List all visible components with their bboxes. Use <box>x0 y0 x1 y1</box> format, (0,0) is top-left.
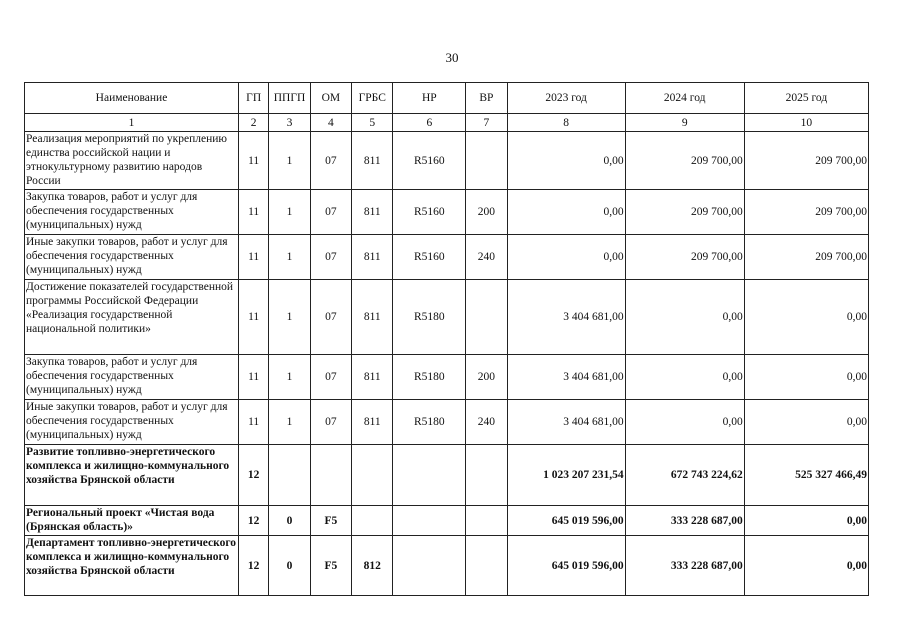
column-number: 3 <box>269 114 310 132</box>
cell-2023: 0,00 <box>507 132 625 190</box>
cell-vr <box>466 536 507 596</box>
cell-2025: 0,00 <box>744 400 868 445</box>
column-number-row <box>25 114 869 132</box>
cell-2024: 209 700,00 <box>625 190 744 235</box>
cell-nr: R5180 <box>393 280 466 355</box>
cell-2024: 333 228 687,00 <box>625 536 744 596</box>
cell-om: 07 <box>310 355 351 400</box>
budget-table <box>24 82 869 596</box>
cell-grbs: 811 <box>352 190 393 235</box>
cell-om <box>310 445 351 506</box>
cell-ppgp: 1 <box>269 280 310 355</box>
header-cell: Наименование <box>25 83 239 114</box>
cell-2023: 645 019 596,00 <box>507 506 625 536</box>
cell-2025: 525 327 466,49 <box>744 445 868 506</box>
column-number: 10 <box>744 114 868 132</box>
cell-nr: R5160 <box>393 132 466 190</box>
cell-2023: 645 019 596,00 <box>507 536 625 596</box>
cell-2024: 0,00 <box>625 280 744 355</box>
column-number: 6 <box>393 114 466 132</box>
table-row <box>25 132 869 190</box>
cell-2023: 0,00 <box>507 190 625 235</box>
cell-grbs: 812 <box>352 536 393 596</box>
cell-2023: 3 404 681,00 <box>507 355 625 400</box>
table-row <box>25 400 869 445</box>
row-name: Закупка товаров, работ и услуг для обеспечения государственных (муниципальных) нужд <box>25 355 239 400</box>
cell-ppgp: 0 <box>269 536 310 596</box>
header-cell: 2024 год <box>625 83 744 114</box>
header-cell: ГРБС <box>352 83 393 114</box>
column-number: 2 <box>239 114 269 132</box>
cell-gp: 12 <box>239 536 269 596</box>
header-cell: 2023 год <box>507 83 625 114</box>
cell-2024: 672 743 224,62 <box>625 445 744 506</box>
cell-ppgp: 1 <box>269 132 310 190</box>
cell-om: F5 <box>310 536 351 596</box>
cell-gp: 11 <box>239 235 269 280</box>
row-name: Реализация мероприятий по укреплению единства российской нации и этнокультурному развитию народов России <box>25 132 239 190</box>
row-name: Региональный проект «Чистая вода (Брянская область)» <box>25 506 239 536</box>
cell-vr: 240 <box>466 400 507 445</box>
cell-2023: 3 404 681,00 <box>507 280 625 355</box>
table-row <box>25 506 869 536</box>
table-row <box>25 190 869 235</box>
cell-gp: 12 <box>239 445 269 506</box>
cell-om: 07 <box>310 400 351 445</box>
cell-gp: 11 <box>239 132 269 190</box>
row-name: Иные закупки товаров, работ и услуг для обеспечения государственных (муниципальных) нужд <box>25 235 239 280</box>
header-cell: НР <box>393 83 466 114</box>
cell-gp: 11 <box>239 400 269 445</box>
row-name: Развитие топливно-энергетического комплекса и жилищно-коммунального хозяйства Брянской области <box>25 445 239 506</box>
table-row <box>25 536 869 596</box>
cell-vr: 200 <box>466 355 507 400</box>
table-row <box>25 445 869 506</box>
cell-ppgp: 1 <box>269 190 310 235</box>
cell-2024: 209 700,00 <box>625 132 744 190</box>
cell-2024: 333 228 687,00 <box>625 506 744 536</box>
cell-nr <box>393 445 466 506</box>
header-cell: ОМ <box>310 83 351 114</box>
header-cell: ППГП <box>269 83 310 114</box>
cell-2025: 0,00 <box>744 280 868 355</box>
column-number: 4 <box>310 114 351 132</box>
cell-om: 07 <box>310 190 351 235</box>
cell-vr <box>466 445 507 506</box>
cell-vr <box>466 506 507 536</box>
cell-grbs <box>352 445 393 506</box>
cell-ppgp: 1 <box>269 235 310 280</box>
cell-nr: R5180 <box>393 400 466 445</box>
cell-2025: 0,00 <box>744 355 868 400</box>
cell-2024: 0,00 <box>625 400 744 445</box>
header-cell: ГП <box>239 83 269 114</box>
column-number: 5 <box>352 114 393 132</box>
row-name: Закупка товаров, работ и услуг для обеспечения государственных (муниципальных) нужд <box>25 190 239 235</box>
cell-ppgp: 1 <box>269 355 310 400</box>
cell-ppgp <box>269 445 310 506</box>
column-number: 9 <box>625 114 744 132</box>
cell-2023: 3 404 681,00 <box>507 400 625 445</box>
header-cell: 2025 год <box>744 83 868 114</box>
cell-nr <box>393 536 466 596</box>
cell-grbs: 811 <box>352 400 393 445</box>
cell-vr: 200 <box>466 190 507 235</box>
cell-vr <box>466 132 507 190</box>
cell-grbs <box>352 506 393 536</box>
column-number: 8 <box>507 114 625 132</box>
cell-2023: 1 023 207 231,54 <box>507 445 625 506</box>
cell-vr: 240 <box>466 235 507 280</box>
cell-gp: 11 <box>239 355 269 400</box>
table-row <box>25 355 869 400</box>
cell-gp: 11 <box>239 190 269 235</box>
cell-om: 07 <box>310 235 351 280</box>
row-name: Иные закупки товаров, работ и услуг для обеспечения государственных (муниципальных) нужд <box>25 400 239 445</box>
cell-grbs: 811 <box>352 235 393 280</box>
cell-grbs: 811 <box>352 132 393 190</box>
cell-2025: 209 700,00 <box>744 235 868 280</box>
cell-2025: 0,00 <box>744 536 868 596</box>
cell-ppgp: 1 <box>269 400 310 445</box>
table-row <box>25 280 869 355</box>
header-row <box>25 83 869 114</box>
cell-2024: 0,00 <box>625 355 744 400</box>
cell-2025: 209 700,00 <box>744 132 868 190</box>
header-cell: ВР <box>466 83 507 114</box>
column-number: 1 <box>25 114 239 132</box>
cell-2025: 0,00 <box>744 506 868 536</box>
cell-nr: R5160 <box>393 190 466 235</box>
cell-nr: R5180 <box>393 355 466 400</box>
cell-gp: 11 <box>239 280 269 355</box>
cell-grbs: 811 <box>352 280 393 355</box>
cell-om: F5 <box>310 506 351 536</box>
page-number: 30 <box>445 50 459 65</box>
cell-nr: R5160 <box>393 235 466 280</box>
cell-2024: 209 700,00 <box>625 235 744 280</box>
row-name: Достижение показателей государственной программы Российской Федерации «Реализация государственной национальной политики» <box>25 280 239 355</box>
cell-ppgp: 0 <box>269 506 310 536</box>
cell-gp: 12 <box>239 506 269 536</box>
column-number: 7 <box>466 114 507 132</box>
cell-2025: 209 700,00 <box>744 190 868 235</box>
cell-2023: 0,00 <box>507 235 625 280</box>
cell-nr <box>393 506 466 536</box>
table-row <box>25 235 869 280</box>
cell-vr <box>466 280 507 355</box>
cell-om: 07 <box>310 280 351 355</box>
row-name: Департамент топливно-энергетического комплекса и жилищно-коммунального хозяйства Брянской области <box>25 536 239 596</box>
cell-om: 07 <box>310 132 351 190</box>
cell-grbs: 811 <box>352 355 393 400</box>
